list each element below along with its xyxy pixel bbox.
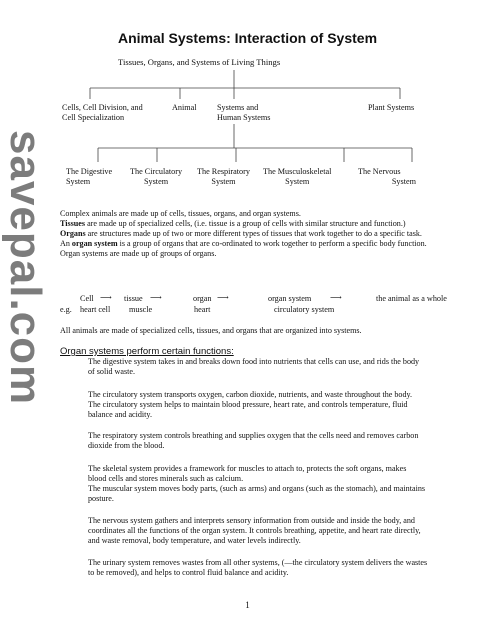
tree-node-animal: Animal [172,103,197,112]
tree-node-digestive-line2: System [66,177,91,186]
tree-node-plant: Plant Systems [368,103,415,112]
function-skeletal: The skeletal system provides a framework for muscles to attach to, protects the soft organs, makes blood cells and stores minerals such as calcium. [88,464,407,483]
hierarchy-arrow-icon: ⟶ [150,293,162,302]
watermark-logo: savepal.com [1,130,50,406]
tree-node-musculoskeletal [263,167,331,187]
example-heart: heart [194,305,211,314]
intro-line-1: Complex animals are made up of cells, tissues, organs, and organ systems. [60,209,301,218]
tree-node-systems-line1: Systems and [217,103,259,112]
hierarchy-arrow-icon: ⟶ [100,293,112,302]
hierarchy-organ: organ [193,294,212,303]
organ-system-prefix: An [60,239,72,248]
intro-organ-system [60,239,430,259]
tree-node-respiratory [197,167,250,187]
tree-node-systems [217,103,270,123]
function-muscular: The muscular system moves body parts, (such as arms) and organs (such as the stomach), and maintains posture. [88,484,426,503]
hierarchy-arrow-icon: ⟶ [217,293,229,302]
hierarchy-arrow-icon: ⟶ [330,293,342,302]
organs-term: Organs [60,229,86,238]
tree-node-nervous [358,167,416,187]
tree-node-circulatory [130,167,182,187]
tree-node-respiratory-line1: The Respiratory [197,167,250,176]
example-label: e.g. [60,305,72,314]
page-title: Animal Systems: Interaction of System [117,30,378,46]
hierarchy-tissue: tissue [124,294,143,303]
tree-node-circulatory-line1: The Circulatory [130,167,183,176]
tree-node-musculoskeletal-line2: System [285,177,310,186]
example-circulatory: circulatory system [274,305,335,314]
intro-organs [60,229,430,239]
functions-heading: Organ systems perform certain functions: [60,346,234,357]
hierarchy-organ-system: organ system [268,294,312,303]
example-muscle: muscle [129,305,153,314]
tree-node-nervous-line2: System [391,177,416,186]
function-circulatory: The circulatory system transports oxygen, carbon dioxide, nutrients, and waste throughout the body. The circulatory system helps to maintain blood pressure, heart rate, and controls temperature, fluid balance and acidity. [88,390,413,419]
function-urinary: The urinary system removes wastes from all other systems, (—the circulatory system delivers the wastes to be removed), and helps to control fluid balance and acidity. [88,558,428,577]
organs-definition: are structures made up of two or more different types of tissues that work together to do a specific task. [85,229,422,238]
hierarchy-whole: the animal as a whole [376,294,447,303]
tree-node-systems-line2: Human Systems [217,113,271,122]
summary-text: All animals are made of specialized cells, tissues, and organs that are organized into systems. [60,326,362,335]
intro-paragraph [60,209,430,259]
tree-node-cells-line1: Cells, Cell Division, and [62,103,143,112]
page-number: 1 [245,600,250,610]
example-heart-cell: heart cell [80,305,111,314]
tree-node-digestive-line1: The Digestive [66,167,113,176]
function-respiratory: The respiratory system controls breathing and supplies oxygen that the cells need and removes carbon dioxide from the blood. [88,431,419,450]
tree-node-circulatory-line2: System [143,177,169,186]
organ-system-term: organ system [71,239,118,248]
tree-node-nervous-line1: The Nervous [358,167,401,176]
organ-system-definition: is a group of organs that are co-ordinated to work together to perform a specific body function. Organ systems are made up of groups of organs. [60,239,427,258]
function-digestive: The digestive system takes in and breaks down food into nutrients that cells can use, and rids the body of solid waste. [88,357,420,376]
tree-node-digestive [66,167,112,187]
tree-node-cells-line2: Cell Specialization [62,113,125,122]
intro-tissues [60,219,430,229]
tree-root: Tissues, Organs, and Systems of Living Things [118,57,281,67]
tissues-definition: are made up of specialized cells, (i.e. tissue is a group of cells with similar structure and function.) [85,219,406,228]
tree-node-cells [62,103,143,123]
function-nervous: The nervous system gathers and interprets sensory information from outside and inside the body, and coordinates all the functions of the organ system. It controls breathing, appetite, and heart rate directly, and waste removal, body temperature, and water levels indirectly. [88,516,421,545]
tree-node-musculoskeletal-line1: The Musculoskeletal [263,167,332,176]
hierarchy-cell: Cell [80,294,94,303]
tree-node-respiratory-line2: System [211,177,236,186]
tissues-term: Tissues [60,219,86,228]
